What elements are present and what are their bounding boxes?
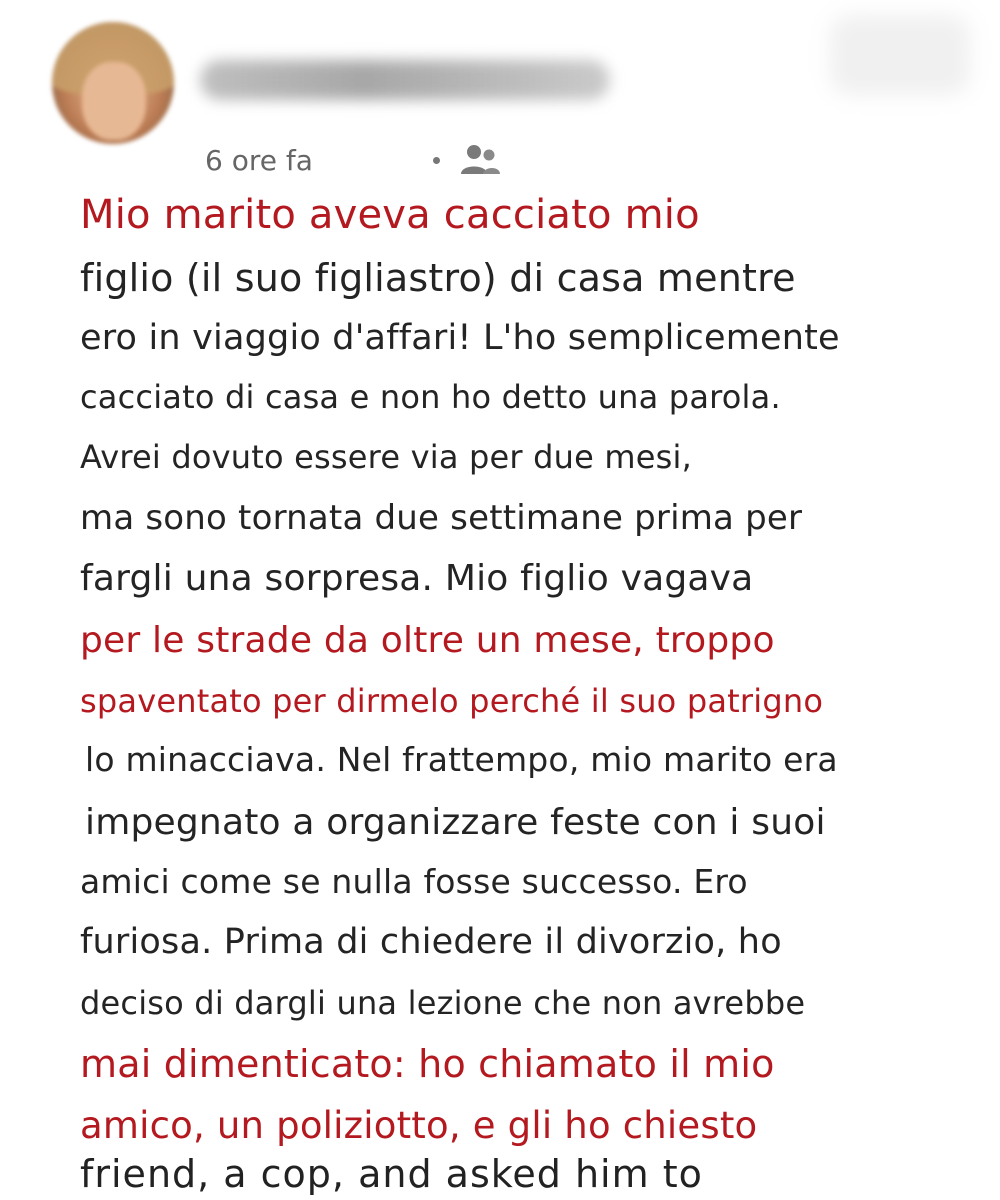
avatar-face — [82, 62, 146, 140]
cut-off-text-line: friend, a cop, and asked him to — [80, 1152, 703, 1196]
post-text-line: Mio marito aveva cacciato mio — [80, 192, 700, 238]
post-text-line: furiosa. Prima di chiedere il divorzio, ho — [80, 922, 782, 962]
post-meta — [205, 140, 502, 180]
post-text-line: amico, un poliziotto, e gli ho chiesto — [80, 1104, 758, 1147]
post-text-line: ero in viaggio d'affari! L'ho semplicemente — [80, 318, 840, 358]
post-text-line: mai dimenticato: ho chiamato il mio — [80, 1042, 775, 1086]
post-text-line: fargli una sorpresa. Mio figlio vagava — [80, 558, 754, 599]
blurred-corner — [830, 15, 970, 95]
post-text-line: amici come se nulla fosse successo. Ero — [80, 862, 748, 901]
post-text-line: spaventato per dirmelo perché il suo patrigno — [80, 682, 824, 720]
friends-icon[interactable] — [458, 142, 502, 178]
post-text-line: lo minacciava. Nel frattempo, mio marito era — [85, 740, 838, 779]
post-text-line: ma sono tornata due settimane prima per — [80, 498, 803, 538]
post-text-line: cacciato di casa e non ho detto una parola. — [80, 378, 781, 416]
post-text-line: Avrei dovuto essere via per due mesi, — [80, 438, 692, 476]
author-name[interactable] — [200, 60, 610, 100]
post-timestamp[interactable]: 6 ore fa — [205, 143, 313, 177]
post-text-line: per le strade da oltre un mese, troppo — [80, 620, 775, 661]
post-text-line: figlio (il suo figliastro) di casa mentre — [80, 256, 796, 300]
post-text-line: deciso di dargli una lezione che non avrebbe — [80, 984, 806, 1022]
meta-separator-dot — [433, 157, 440, 164]
post-text-line: impegnato a organizzare feste con i suoi — [85, 802, 826, 843]
author-avatar[interactable] — [52, 22, 174, 144]
